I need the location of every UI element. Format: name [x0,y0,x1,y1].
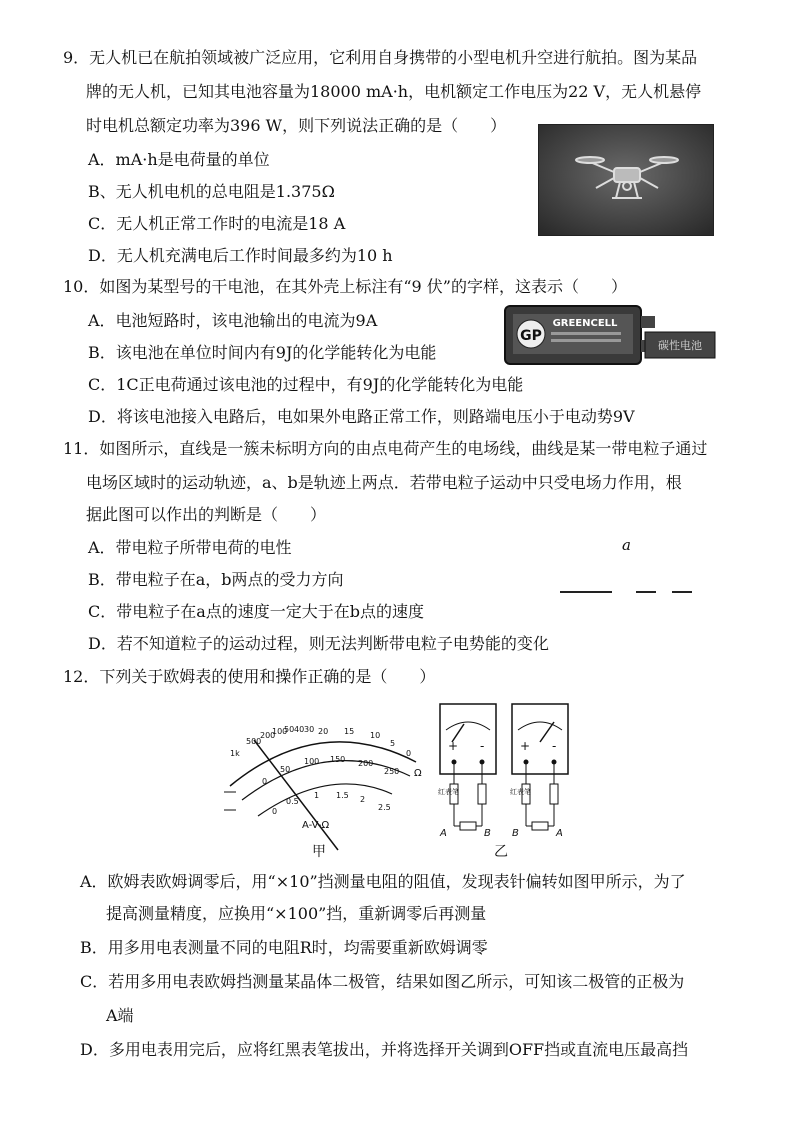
right-terminal-B: B [512,828,519,839]
scale-low-0: 0 [272,807,278,816]
meter-function-label: A-V-Ω [302,820,330,831]
q9-option-b: B、无人机电机的总电阻是1.375Ω [88,182,335,201]
scale-low-0.5: 0.5 [286,797,299,806]
scale-top-10: 10 [370,731,381,740]
scale-mid-150: 150 [330,755,346,764]
q9-option-d: D．无人机充满电后工作时间最多约为10 h [88,246,393,265]
scale-mid-100: 100 [304,757,320,766]
scale-top-0: 0 [406,749,412,758]
q9-option-c: C．无人机正常工作时的电流是18 A [88,214,346,233]
battery-brand: GP [520,328,542,344]
ohmmeter-dial-figure [220,712,430,860]
scale-top-50: 50 [284,725,295,734]
q11-option-d: D．若不知道粒子的运动过程，则无法判断带电粒子电势能的变化 [88,634,549,653]
scale-top-30: 30 [304,725,315,734]
q9-stem-line1: 9．无人机已在航拍领域被广泛应用，它利用自身携带的小型电机升空进行航拍。图为某品 [63,48,698,67]
battery-label: GREENCELL [552,318,618,329]
q10-option-d: D．将该电池接入电路后，电如果外电路正常工作，则路端电压小于电动势9V [88,407,635,426]
battery-side-label: 碳性电池 [658,339,702,352]
right-plus-terminal: + [520,739,531,753]
q9-option-a: A．mA·h是电荷量的单位 [88,150,270,169]
scale-top-500: 500 [246,737,262,746]
scale-mid-0: 0 [262,777,268,786]
scale-low-1.5: 1.5 [336,791,349,800]
drone-photo [538,124,714,236]
q12-option-a-line2: 提高测量精度，应换用“×100”挡，重新调零后再测量 [106,904,487,923]
scale-low-1: 1 [314,791,320,800]
scale-top-1k: 1k [230,749,240,758]
left-terminal-A: A [440,828,447,839]
scale-top-5: 5 [390,739,396,748]
figure-jia-caption: 甲 [312,844,326,860]
scale-mid-250: 250 [384,767,400,776]
q9-stem-line3: 时电机总额定功率为396 W，则下列说法正确的是（ ） [86,116,507,135]
scale-top-20: 20 [318,727,329,736]
left-terminal-B: B [484,828,491,839]
q11-stem-line3: 据此图可以作出的判断是（ ） [86,505,327,524]
q12-option-c-line1: C．若用多用电表欧姆挡测量某晶体二极管，结果如图乙所示，可知该二极管的正极为 [80,972,685,991]
q9-stem-line2: 牌的无人机，已知其电池容量为18000 mA·h，电机额定工作电压为22 V，无人机悬停 [86,82,702,101]
scale-low-2: 2 [360,795,366,804]
q12-stem: 12．下列关于欧姆表的使用和操作正确的是（ ） [63,667,436,686]
q11-option-b: B．带电粒子在a，b两点的受力方向 [88,570,344,589]
q11-option-c: C．带电粒子在a点的速度一定大于在b点的速度 [88,602,425,621]
q11-stem-line1: 11．如图所示，直线是一簇未标明方向的由点电荷产生的电场线，曲线是某一带电粒子通过 [63,439,708,458]
q12-option-a-line1: A．欧姆表欧姆调零后，用“×10”挡测量电阻的阻值，发现表针偏转如图甲所示，为了 [80,872,686,891]
right-minus-terminal: - [552,739,557,753]
scale-top-40: 40 [294,725,305,734]
q11-stem-line2: 电场区域时的运动轨迹，a、b是轨迹上两点．若带电粒子运动中只受电场力作用，根 [86,473,682,492]
ohm-symbol: Ω [414,768,422,779]
diode-test-figure [434,700,594,840]
scale-top-15: 15 [344,727,355,736]
meter-needle [254,740,338,850]
point-a-label: a [622,536,631,554]
q12-option-b: B．用多用电表测量不同的电阻R时，均需要重新欧姆调零 [80,938,488,957]
scale-top-100: 100 [272,727,288,736]
q10-option-b: B．该电池在单位时间内有9J的化学能转化为电能 [88,343,437,362]
figure-yi-caption: 乙 [494,844,508,860]
left-minus-terminal: - [480,739,485,753]
scale-low-2.5: 2.5 [378,803,391,812]
right-terminal-A: A [556,828,563,839]
q11-option-a: A．带电粒子所带电荷的电性 [88,538,292,557]
q12-option-c-line2: A端 [106,1006,134,1025]
scale-mid-50: 50 [280,765,291,774]
battery-photo [503,302,721,370]
field-line-figure [556,534,696,604]
q10-option-a: A．电池短路时，该电池输出的电流为9A [88,311,378,330]
left-red-probe-label: 红表笔 [438,788,459,796]
q10-stem: 10．如图为某型号的干电池，在其外壳上标注有“9 伏”的字样，这表示（ ） [63,277,627,296]
left-plus-terminal: + [448,739,459,753]
q10-option-c: C．1C正电荷通过该电池的过程中，有9J的化学能转化为电能 [88,375,524,394]
q12-option-d: D．多用电表用完后，应将红黑表笔拔出，并将选择开关调到OFF挡或直流电压最高挡 [80,1040,689,1059]
scale-mid-200: 200 [358,759,374,768]
right-red-probe-label: 红表笔 [510,788,531,796]
scale-top-200: 200 [260,731,276,740]
